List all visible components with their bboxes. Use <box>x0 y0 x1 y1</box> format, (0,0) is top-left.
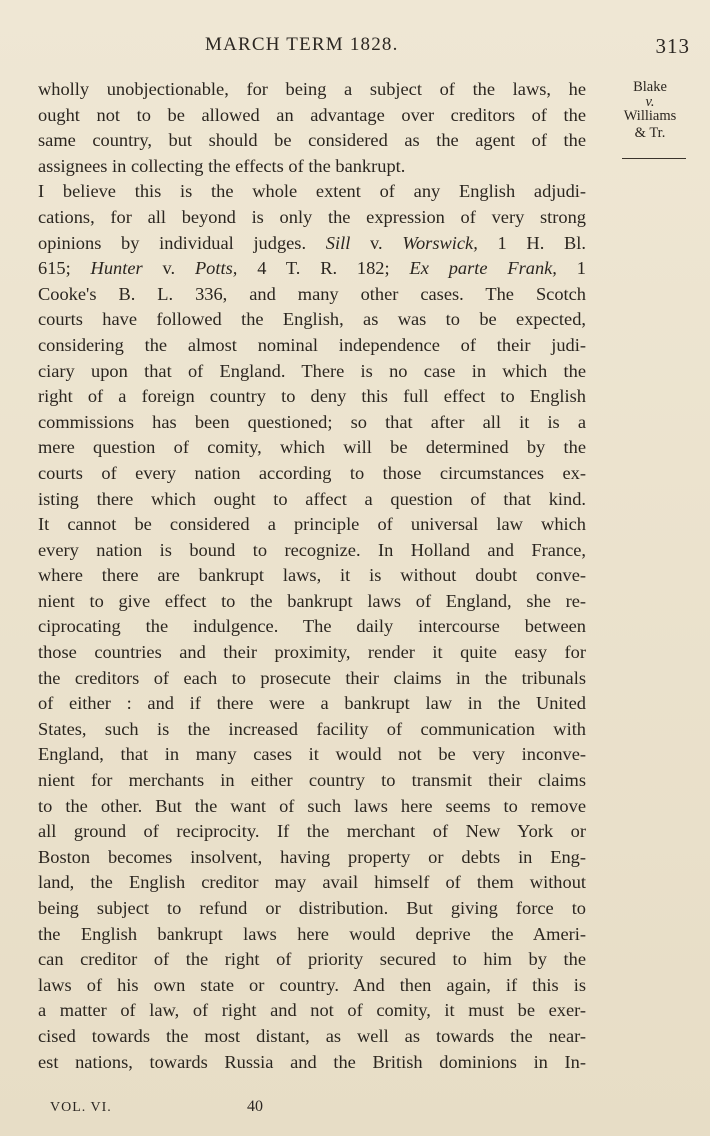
text-line: Boston becomes insolvent, having property or debts in Eng- <box>38 846 586 867</box>
text-line: England, that in many cases it would not be very inconve- <box>38 744 586 765</box>
margin-case-name <box>604 79 696 142</box>
text-line-citation-2 <box>38 256 586 282</box>
margin-line-defendant: Williams <box>623 108 677 124</box>
text-line: every nation is bound to recognize. In Holland and France, <box>38 539 586 560</box>
margin-rule <box>622 158 686 159</box>
text-line: ciary upon that of England. There is no case in which the <box>38 360 586 381</box>
citation-reference: 1 <box>576 258 586 279</box>
text-line: cations, for all beyond is only the expression of very strong <box>38 206 586 227</box>
text-line: land, the English creditor may avail himself of them without <box>38 872 586 893</box>
text-line: to the other. But the want of such laws here seems to remove <box>38 795 586 816</box>
text-line: mere question of comity, which will be determined by the <box>38 437 586 458</box>
text-line: laws of his own state or country. And then again, if this is <box>38 974 586 995</box>
text-line: States, such is the increased facility of communication with <box>38 718 586 739</box>
text-line: of either : and if there were a bankrupt law in the United <box>38 693 586 714</box>
case-name-potts: Potts, <box>194 258 238 279</box>
text-line: courts have followed the English, as was to be expected, <box>38 309 586 330</box>
text-fragment: opinions by individual judges. <box>38 232 307 253</box>
text-line: wholly unobjectionable, for being a subject of the laws, he <box>38 79 586 99</box>
text-line: considering the almost nominal independence of their judi- <box>38 334 586 355</box>
text-line: Cooke's B. L. 336, and many other cases. The Scotch <box>38 283 586 304</box>
text-line: est nations, towards Russia and the British dominions in In- <box>38 1051 586 1072</box>
text-line: a matter of law, of right and not of comity, it must be exer- <box>38 1000 586 1021</box>
text-line: all ground of reciprocity. If the merchant of New York or <box>38 821 586 842</box>
case-name-worswick: Worswick, <box>402 232 478 253</box>
text-line: the English bankrupt laws here would deprive the Ameri- <box>38 923 586 944</box>
versus: v. <box>370 232 383 253</box>
running-head <box>0 34 710 60</box>
text-line: being subject to refund or distribution. But giving force to <box>38 898 586 918</box>
case-name-sill: Sill <box>325 232 351 253</box>
margin-line-plaintiff: Blake <box>633 79 667 95</box>
text-line: assignees in collecting the effects of the bankrupt. <box>38 155 406 176</box>
running-title: MARCH TERM 1828. <box>205 34 399 55</box>
text-fragment: 615; <box>38 258 71 279</box>
case-name-ex-parte-frank: Ex parte Frank, <box>409 258 557 279</box>
text-line: courts of every nation according to those circumstances ex- <box>38 462 586 483</box>
text-line: isting there which ought to affect a question of that kind. <box>38 488 586 509</box>
text-line: those countries and their proximity, render it quite easy for <box>38 642 586 663</box>
text-line: ciprocating the indulgence. The daily intercourse between <box>38 616 586 637</box>
text-line: commissions has been questioned; so that after all it is a <box>38 411 586 432</box>
text-line: nient to give effect to the bankrupt laws of England, she re- <box>38 590 586 611</box>
margin-line-trustee: & Tr. <box>634 125 666 141</box>
text-line: cised towards the most distant, as well as towards the near- <box>38 1025 586 1046</box>
text-line: the creditors of each to prosecute their claims in the tribunals <box>38 667 586 688</box>
text-line-citation-1 <box>38 231 586 257</box>
case-name-hunter: Hunter <box>90 258 143 279</box>
body-text <box>38 77 586 1075</box>
volume-signature: VOL. VI. <box>50 1100 112 1115</box>
text-line: It cannot be considered a principle of universal law which <box>38 514 586 535</box>
citation-reference: 4 T. R. 182; <box>257 258 390 279</box>
text-line: ought not to be allowed an advantage over creditors of the <box>38 104 586 125</box>
page-number: 313 <box>655 34 690 58</box>
versus: v. <box>162 258 176 279</box>
text-line: nient for merchants in either country to transmit their claims <box>38 770 586 791</box>
text-line: right of a foreign country to deny this full effect to English <box>38 386 586 407</box>
sheet-signature: 40 <box>247 1098 263 1115</box>
page-footer <box>0 1098 710 1120</box>
citation-reference: 1 H. Bl. <box>497 232 586 253</box>
margin-line-versus: v. <box>645 94 655 110</box>
text-line: same country, but should be considered as the agent of the <box>38 130 586 151</box>
text-line: where there are bankrupt laws, it is without doubt conve- <box>38 565 586 586</box>
text-line: I believe this is the whole extent of any English adjudi- <box>38 181 586 202</box>
text-line: can creditor of the right of priority secured to him by the <box>38 949 586 970</box>
